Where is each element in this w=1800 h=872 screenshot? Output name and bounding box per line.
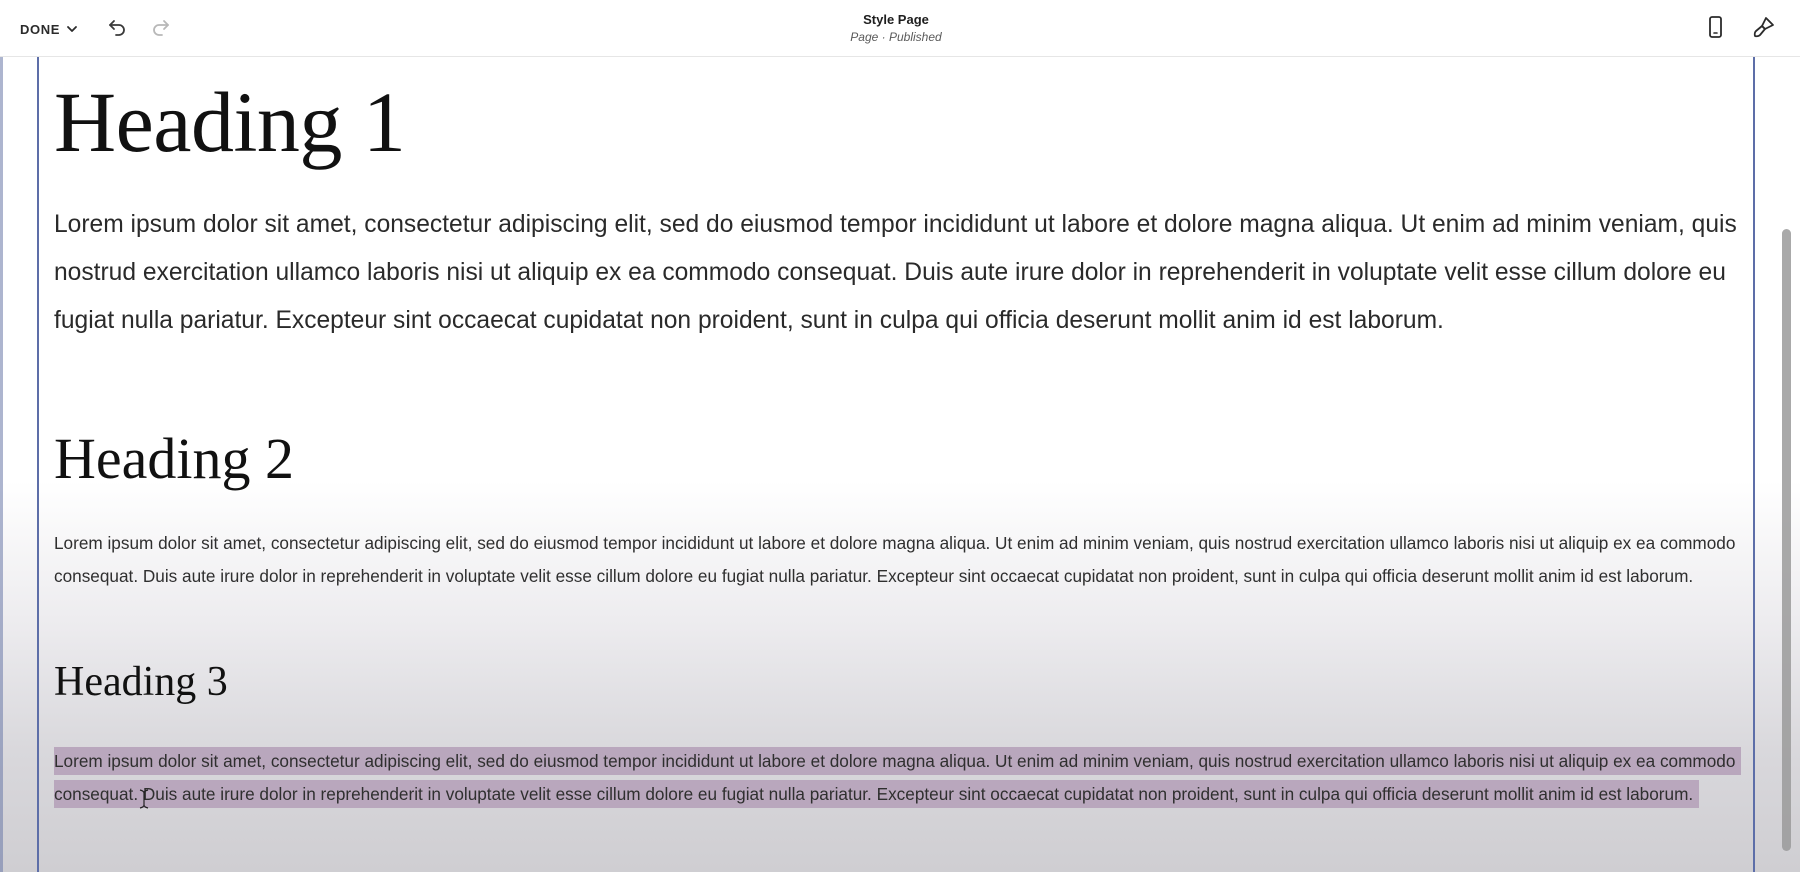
undo-button[interactable]: [102, 14, 132, 44]
site-styles-button[interactable]: [1749, 14, 1779, 44]
page-status: Page · Published: [850, 30, 942, 44]
page-title: Style Page: [863, 12, 929, 27]
section-outline-left: [37, 57, 39, 872]
done-button[interactable]: [20, 18, 78, 40]
text-cursor-icon: [139, 789, 149, 809]
done-label: DONE: [20, 21, 60, 37]
text-selection: Lorem ipsum dolor sit amet, consectetur adipiscing elit, sed do eiusmod tempor incididunt ut labore et dolore magna aliqua. Ut enim ad minim veniam, quis nostrud exercitation ullamco laboris nisi ut aliquip ex ea commodo consequat. Duis aute irure dolor in reprehenderit in voluptate velit esse cillum dolore eu fugiat nulla pariatur. Excepteur sint occaecat cupidatat non proident, sunt in culpa qui officia deserunt mollit anim id est laborum.: [54, 747, 1741, 808]
page-title-block: [700, 12, 1092, 45]
heading-2[interactable]: Heading 2: [54, 426, 294, 491]
heading-1[interactable]: Heading 1: [54, 74, 406, 170]
undo-icon: [106, 16, 128, 43]
canvas-edge: [0, 57, 3, 872]
paintbrush-icon: [1752, 15, 1776, 44]
page-canvas[interactable]: [0, 57, 1800, 872]
paragraph-normal[interactable]: Lorem ipsum dolor sit amet, consectetur adipiscing elit, sed do eiusmod tempor incididunt ut labore et dolore magna aliqua. Ut enim ad minim veniam, quis nostrud exercitation ullamco laboris nisi ut aliquip ex ea commodo consequat. Duis aute irure dolor in reprehenderit in voluptate velit esse cillum dolore eu fugiat nulla pariatur. Excepteur sint occaecat cupidatat non proident, sunt in culpa qui officia deserunt mollit anim id est laborum.: [54, 533, 1736, 586]
heading-3[interactable]: Heading 3: [54, 659, 228, 705]
scrollbar-thumb[interactable]: [1782, 229, 1791, 851]
section-outline-right: [1753, 57, 1755, 872]
redo-button[interactable]: [146, 14, 176, 44]
top-toolbar: [0, 0, 1800, 57]
paragraph-large[interactable]: Lorem ipsum dolor sit amet, consectetur adipiscing elit, sed do eiusmod tempor incididunt ut labore et dolore magna aliqua. Ut enim ad minim veniam, quis nostrud exercitation ullamco laboris nisi ut aliquip ex ea commodo consequat. Duis aute irure dolor in reprehenderit in voluptate velit esse cillum dolore eu fugiat nulla pariatur. Excepteur sint occaecat cupidatat non proident, sunt in culpa qui officia deserunt mollit anim id est laborum.: [54, 211, 1737, 334]
chevron-down-icon: [66, 23, 78, 35]
mobile-phone-icon: [1704, 15, 1726, 44]
mobile-preview-button[interactable]: [1700, 14, 1730, 44]
redo-icon: [150, 16, 172, 43]
paragraph-selected[interactable]: [54, 745, 1744, 810]
